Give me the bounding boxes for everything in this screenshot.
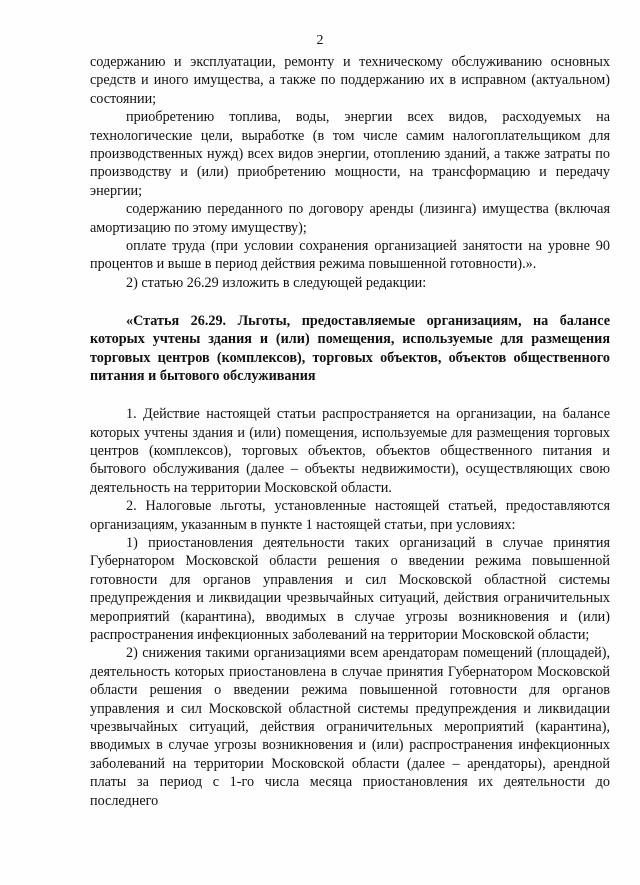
paragraph-fuel: приобретению топлива, воды, энергии всех видов, расходуемых на технологические цели, выработке (в том числе самим налогоплательщиком для производственных нужд) всех видов энергии, отоплению зданий, а также затраты по производству и (или) приобретению мощности, на трансформацию и передачу энергии; [90,109,610,199]
article-title: «Статья 26.29. Льготы, предоставляемые организациям, на балансе которых учтены здания и (или) помещения, используемые для размещения торговых центров (комплексов), торговых объектов, объектов общественного питания и бытового обслуживания [90,313,610,384]
subclause-2: 2) снижения такими организациями всем арендаторам помещений (площадей), деятельность которых приостановлена в случае принятия Губернатором Московской области решения о введении режима повышенной готовности для органов управления и сил Московской областной системы предупреждения и ликвидации чрезвычайных ситуаций, действия ограничительных мероприятий (карантина), вводимых в случае угрозы возникновения и (или) распространения инфекционных заболеваний на территории Московской области (далее – арендаторы), арендной платы за период с 1-го числа месяца приостановления их деятельности до последнего [90,645,610,809]
page-number: 2 [316,33,324,48]
document-content [90,53,610,810]
paragraph-maintenance: содержанию и эксплуатации, ремонту и техническому обслуживанию основных средств и иного имущества, а также по поддержанию их в исправном (актуальном) состоянии; [90,54,610,107]
paragraph-labor: оплате труда (при условии сохранения организацией занятости на уровне 90 процентов и выше в период действия режима повышенной готовности).». [90,238,610,273]
subclause-1: 1) приостановления деятельности таких организаций в случае принятия Губернатором Московской области решения о введении режима повышенной готовности для органов управления и сил Московской областной системы предупреждения и ликвидации чрезвычайных ситуаций, действия ограничительных мероприятий (карантина), вводимых в случае угрозы возникновения и (или) распространения инфекционных заболеваний на территории Московской области; [90,534,610,643]
paragraph-lease: содержанию переданного по договору аренды (лизинга) имущества (включая амортизацию по этому имуществу); [90,201,610,236]
clause-1: 1. Действие настоящей статьи распространяется на организации, на балансе которых учтены здания и (или) помещения, используемые для размещения торговых центров (комплексов), торговых объектов, объектов общественного питания и бытового обслуживания (далее – объекты недвижимости), осуществляющих свою деятельность на территории Московской области. [90,406,610,496]
paragraph-article-change: 2) статью 26.29 изложить в следующей редакции: [126,274,427,291]
clause-2: 2. Налоговые льготы, установленные настоящей статьей, предоставляются организациям, указанным в пункте 1 настоящей статьи, при условиях: [90,498,610,533]
